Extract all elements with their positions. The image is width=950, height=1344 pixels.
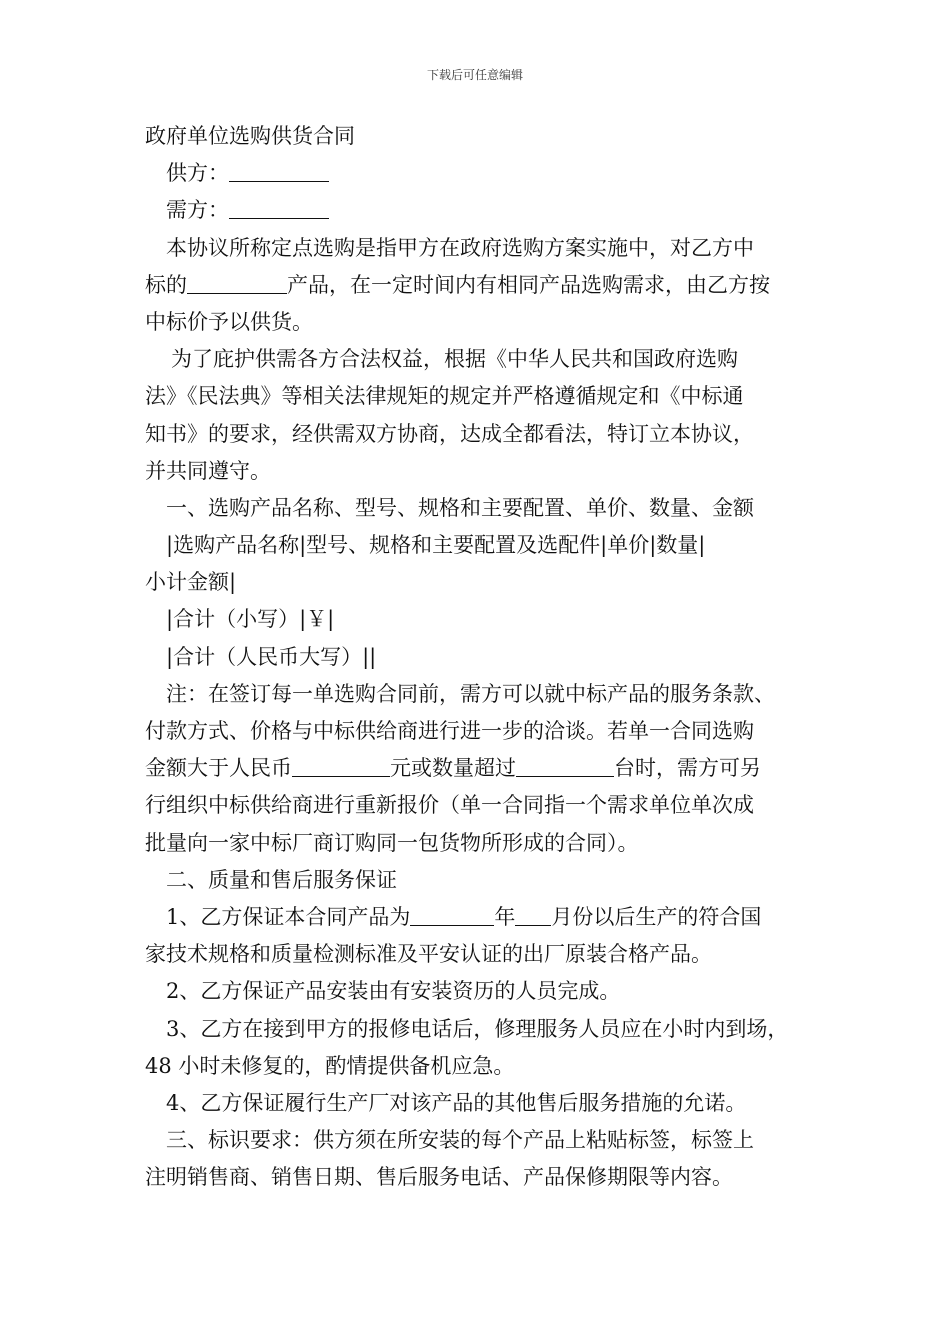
note-line-2: 付款方式、价格与中标供给商进行进一步的洽谈。若单一合同选购 — [145, 719, 754, 743]
p1-text-a: 标的 — [145, 272, 187, 297]
note-text-a: 金额大于人民币 — [145, 756, 292, 781]
section-2-title: 二、质量和售后服务保证 — [166, 867, 397, 892]
s2-item-3-line-1: 3、乙方在接到甲方的报修电话后，修理服务人员应在小时内到场， — [166, 1016, 789, 1041]
paragraph-2-line-2: 法》《民法典》等相关法律规矩的规定并严格遵循规定和《中标通 — [145, 384, 744, 409]
product-blank — [187, 269, 287, 294]
s2-item-2: 2、乙方保证产品安装由有安装资历的人员完成。 — [166, 979, 621, 1004]
paragraph-2-line-1: 为了庇护供需各方合法权益，根据《中华人民共和国政府选购 — [171, 347, 738, 372]
paragraph-1-line-2 — [145, 267, 810, 304]
p1-text-b: 产品，在一定时间内有相同产品选购需求，由乙方按 — [287, 272, 770, 297]
document-body — [145, 118, 810, 1196]
note-line-5: 批量向一家中标厂商订购同一包货物所形成的合同）。 — [145, 830, 639, 855]
note-line-3 — [145, 750, 810, 787]
table-header-line-2: 小计金额| — [145, 570, 237, 595]
section-3-line-1: 三、标识要求：供方须在所安装的每个产品上粘贴标签，标签上 — [166, 1128, 754, 1153]
page-header: 下载后可任意编辑 — [426, 68, 523, 82]
s2-item-3-line-2: 48 小时未修复的，酌情提供备机应急。 — [145, 1053, 515, 1078]
paragraph-2-line-4: 并共同遵守。 — [145, 458, 271, 483]
month-blank — [515, 901, 551, 926]
note-text-b: 元或数量超过 — [390, 756, 516, 781]
s2-item-4: 4、乙方保证履行生产厂对该产品的其他售后服务措施的允诺。 — [166, 1090, 747, 1115]
table-row-total-small: |合计（小写）|￥| — [166, 607, 335, 632]
buyer-blank — [229, 194, 329, 219]
note-text-c: 台时，需方可另 — [614, 756, 761, 781]
paragraph-1-line-3: 中标价予以供货。 — [145, 309, 313, 334]
amount-blank — [292, 752, 390, 777]
quantity-blank — [516, 752, 614, 777]
s2-i1-text-b: 年 — [494, 904, 516, 929]
year-blank — [410, 901, 494, 926]
document-title: 政府单位选购供货合同 — [145, 124, 355, 148]
note-line-4: 行组织中标供给商进行重新报价（单一合同指一个需求单位单次成 — [145, 793, 754, 818]
buyer-label: 需方： — [166, 198, 229, 223]
paragraph-2-line-3: 知书》的要求，经供需双方协商，达成全都看法，特订立本协议， — [145, 421, 754, 446]
s2-i1-text-c: 月份以后生产的符合国 — [551, 904, 762, 929]
table-row-total-rmb: |合计（人民币大写）|| — [166, 644, 377, 669]
supplier-label: 供方： — [166, 161, 229, 186]
section-1-title: 一、选购产品名称、型号、规格和主要配置、单价、数量、金额 — [166, 495, 754, 520]
note-line-1: 注：在签订每一单选购合同前，需方可以就中标产品的服务条款、 — [166, 681, 775, 706]
table-header-line-1: |选购产品名称|型号、规格和主要配置及选配件|单价|数量| — [166, 533, 706, 558]
section-3-line-2: 注明销售商、销售日期、售后服务电话、产品保修期限等内容。 — [145, 1165, 733, 1190]
s2-item-1-line-1 — [145, 899, 810, 936]
s2-item-1-line-2: 家技术规格和质量检测标准及平安认证的出厂原装合格产品。 — [145, 942, 712, 967]
paragraph-1-line-1: 本协议所称定点选购是指甲方在政府选购方案实施中，对乙方中 — [166, 235, 754, 260]
supplier-blank — [229, 157, 329, 182]
buyer-line — [145, 192, 810, 229]
supplier-line — [145, 155, 810, 192]
s2-i1-text-a: 1、乙方保证本合同产品为 — [166, 904, 411, 929]
